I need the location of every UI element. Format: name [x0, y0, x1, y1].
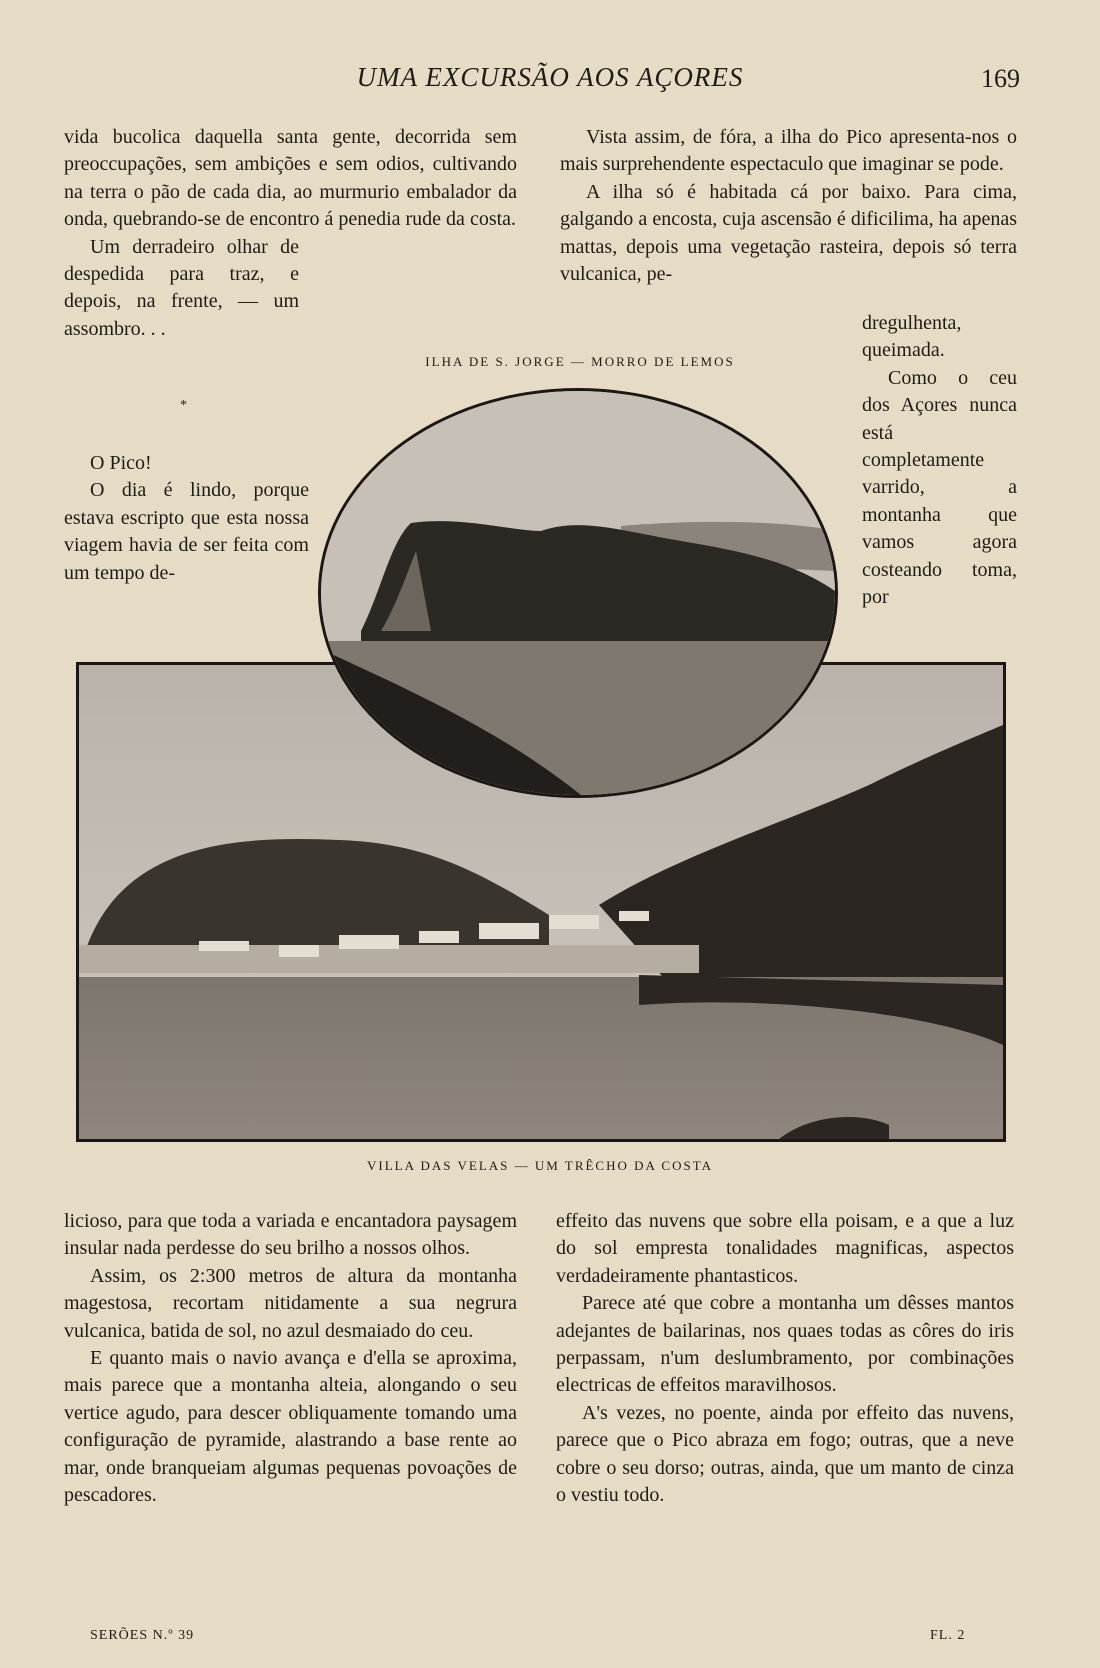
paragraph: O dia é lindo, porque estava escripto que esta nossa viagem havia de ser feita com um tempo de-: [64, 479, 309, 584]
paragraph: effeito das nuvens que sobre ella poisam, e a que a luz do sol empresta tonalidades magnificas, aspectos verdadeiramente phantasticos.: [556, 1210, 1014, 1287]
paragraph: licioso, para que toda a variada e encantadora paysagem insular nada perdesse do seu brilho a nossos olhos.: [64, 1210, 517, 1260]
photo-caption-sao-jorge: ILHA DE S. JORGE — MORRO DE LEMOS: [425, 354, 735, 369]
right-column-narrow: [862, 310, 1017, 611]
paragraph: Assim, os 2:300 metros de altura da montanha magestosa, recortam nitidamente a sua negrura vulcanica, batida de sol, no azul desmaiado do ceu.: [64, 1264, 517, 1342]
paragraph: A's vezes, no poente, ainda por effeito das nuvens, parece que o Pico abraza em fogo; outras, que a neve cobre o seu dorso; outras, ainda, que um manto de cinza o vestiu todo.: [556, 1401, 1014, 1507]
paragraph: Vista assim, de fóra, a ilha do Pico apresenta-nos o mais surprehendente espectaculo que imaginar se pode.: [560, 126, 1017, 176]
left-column-narrow: [64, 450, 309, 587]
section-asterisk: *: [180, 398, 187, 413]
photo-caption-villa-das-velas: VILLA DAS VELAS — UM TRÊCHO DA COSTA: [366, 1158, 714, 1173]
paragraph: vida bucolica daquella santa gente, decorrida sem preoccupações, sem ambições e sem odios, cultivando na terra o pão de cada dia, ao murmurio embalador da onda, quebrando-se de encontro á penedia rude da costa.: [64, 126, 517, 231]
paragraph: A ilha só é habitada cá por baixo. Para cima, galgando a encosta, cuja ascensão é dificilima, ha apenas mattas, depois uma vegetação rasteira, depois só terra vulcanica, pe-: [560, 180, 1017, 286]
right-column-top: [560, 124, 1017, 288]
paragraph: dregulhenta, queimada.: [862, 312, 962, 362]
left-column-top: [64, 124, 517, 343]
cliff-photo-illustration: [321, 391, 835, 795]
paragraph: E quanto mais o navio avança e d'ella se aproxima, mais parece que a montanha alteia, alongando o seu vertice agudo, para descer obliquamente tomando uma configuração de pyramide, alastrando a base rente ao mar, onde branqueiam algumas pequenas povoações de pescadores.: [64, 1347, 517, 1507]
footer-folio: FL. 2: [930, 1628, 966, 1643]
paragraph: Parece até que cobre a montanha um dêsses mantos adejantes de bailarinas, nos quaes todas as côres do iris perpassam, n'um deslumbramento, por combinações electricas de effeitos maravilhosos.: [556, 1292, 1014, 1397]
right-column-bottom: [556, 1208, 1014, 1509]
photo-morro-de-lemos: [318, 388, 838, 798]
paragraph: Como o ceu dos Açores nunca está completamente varrido, a montanha que vamos agora costeando toma, por: [862, 366, 1017, 609]
page-number: 169: [981, 64, 1020, 93]
running-title: UMA EXCURSÃO AOS AÇORES: [356, 62, 744, 92]
left-column-bottom: [64, 1208, 517, 1509]
paragraph: O Pico!: [90, 452, 152, 474]
paragraph: Um derradeiro olhar de despedida para traz, e depois, na frente, — um assombro. . .: [64, 235, 299, 340]
footer-issue: SERÕES N.º 39: [90, 1628, 195, 1643]
